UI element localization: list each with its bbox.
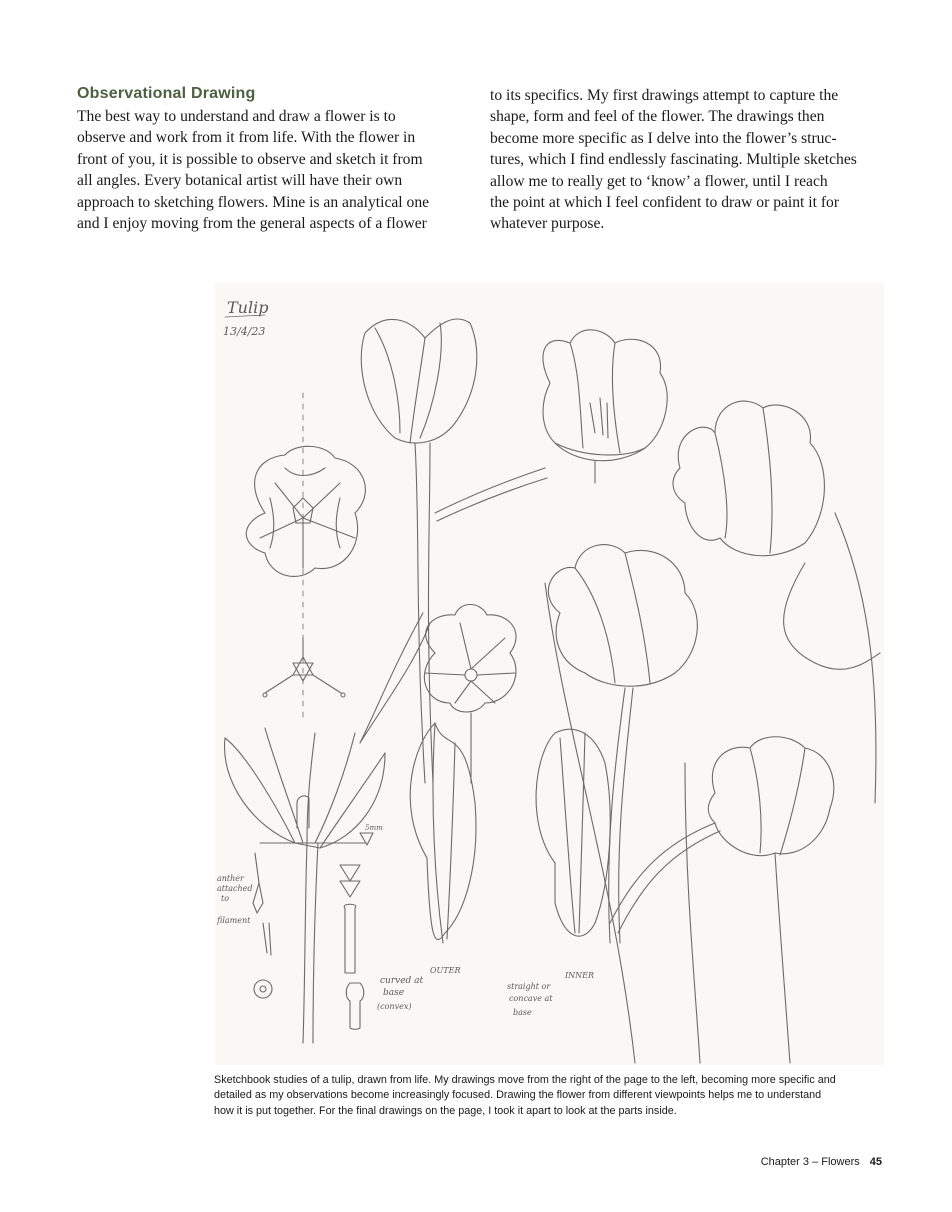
body-line: all angles. Every botanical artist will have their own <box>77 172 403 190</box>
inner-petal-sketch <box>536 729 610 936</box>
outer-petal-sketch <box>410 723 476 943</box>
chapter-label: Chapter 3 – Flowers <box>760 1156 860 1168</box>
note-curved-2: base <box>383 988 405 998</box>
note-curved-3: (convex) <box>377 1002 412 1011</box>
body-line: observe and work from it from life. With the flower in <box>77 129 416 147</box>
tulip-bottom-view-sketch <box>424 605 516 784</box>
body-line: approach to sketching flowers. Mine is an analytical one <box>77 193 430 211</box>
note-outer: OUTER <box>430 966 461 975</box>
sketch-title: Tulip <box>227 298 269 317</box>
note-straight-1: straight or <box>507 982 551 991</box>
page-number: 45 <box>869 1156 882 1168</box>
body-line: to its specifics. My first drawings attempt to capture the <box>490 87 839 104</box>
body-line: become more specific as I delve into the flower’s struc- <box>490 129 837 147</box>
note-scale: 5mm <box>365 824 383 832</box>
body-line: whatever purpose. <box>490 215 605 233</box>
body-line: tures, which I find endlessly fascinating. Multiple sketches <box>490 151 857 169</box>
drooping-tulip-sketch <box>545 583 834 1063</box>
caption-line: detailed as my observations become increasingly focused. Drawing the flower from different viewpoints helps me to understand <box>214 1089 822 1102</box>
body-text-left-column <box>77 106 429 234</box>
body-line: the point at which I feel confident to draw or paint it for <box>490 194 840 212</box>
note-straight-3: base <box>513 1008 532 1017</box>
note-attached: attached <box>217 884 253 893</box>
caption-line: how it is put together. For the final drawings on the page, I took it apart to look at the parts inside. <box>214 1104 677 1117</box>
sketch-date: 13/4/23 <box>223 325 266 338</box>
section-heading: Observational Drawing <box>77 85 256 102</box>
upright-tulip-sketch <box>360 319 547 783</box>
note-curved-1: curved at <box>380 976 424 986</box>
note-straight-2: concave at <box>509 994 553 1003</box>
body-line: and I enjoy moving from the general aspects of a flower <box>77 215 427 233</box>
caption-line: Sketchbook studies of a tulip, drawn from life. My drawings move from the right of the page to the left, becoming more specific and <box>214 1074 836 1086</box>
figure-caption <box>214 1073 894 1119</box>
tulip-top-view-sketch <box>246 446 365 576</box>
page-footer <box>761 1156 882 1168</box>
floral-diagram-sketch <box>263 638 345 697</box>
note-anther: anther <box>217 874 244 883</box>
body-line: front of you, it is possible to observe and sketch it from <box>77 150 423 168</box>
note-to: to <box>221 894 230 903</box>
open-tulip-sketch <box>543 330 667 483</box>
note-filament: filament <box>217 916 251 925</box>
closed-tulip-sketch <box>673 401 880 803</box>
body-line: allow me to really get to ‘know’ a flower, until I reach <box>490 172 828 190</box>
body-line: The best way to understand and draw a flower is to <box>77 108 396 125</box>
note-inner: INNER <box>565 971 595 980</box>
body-line: shape, form and feel of the flower. The drawings then <box>490 108 825 126</box>
tulip-sketchbook-illustration <box>215 283 884 1065</box>
body-text-right-column <box>490 85 857 235</box>
